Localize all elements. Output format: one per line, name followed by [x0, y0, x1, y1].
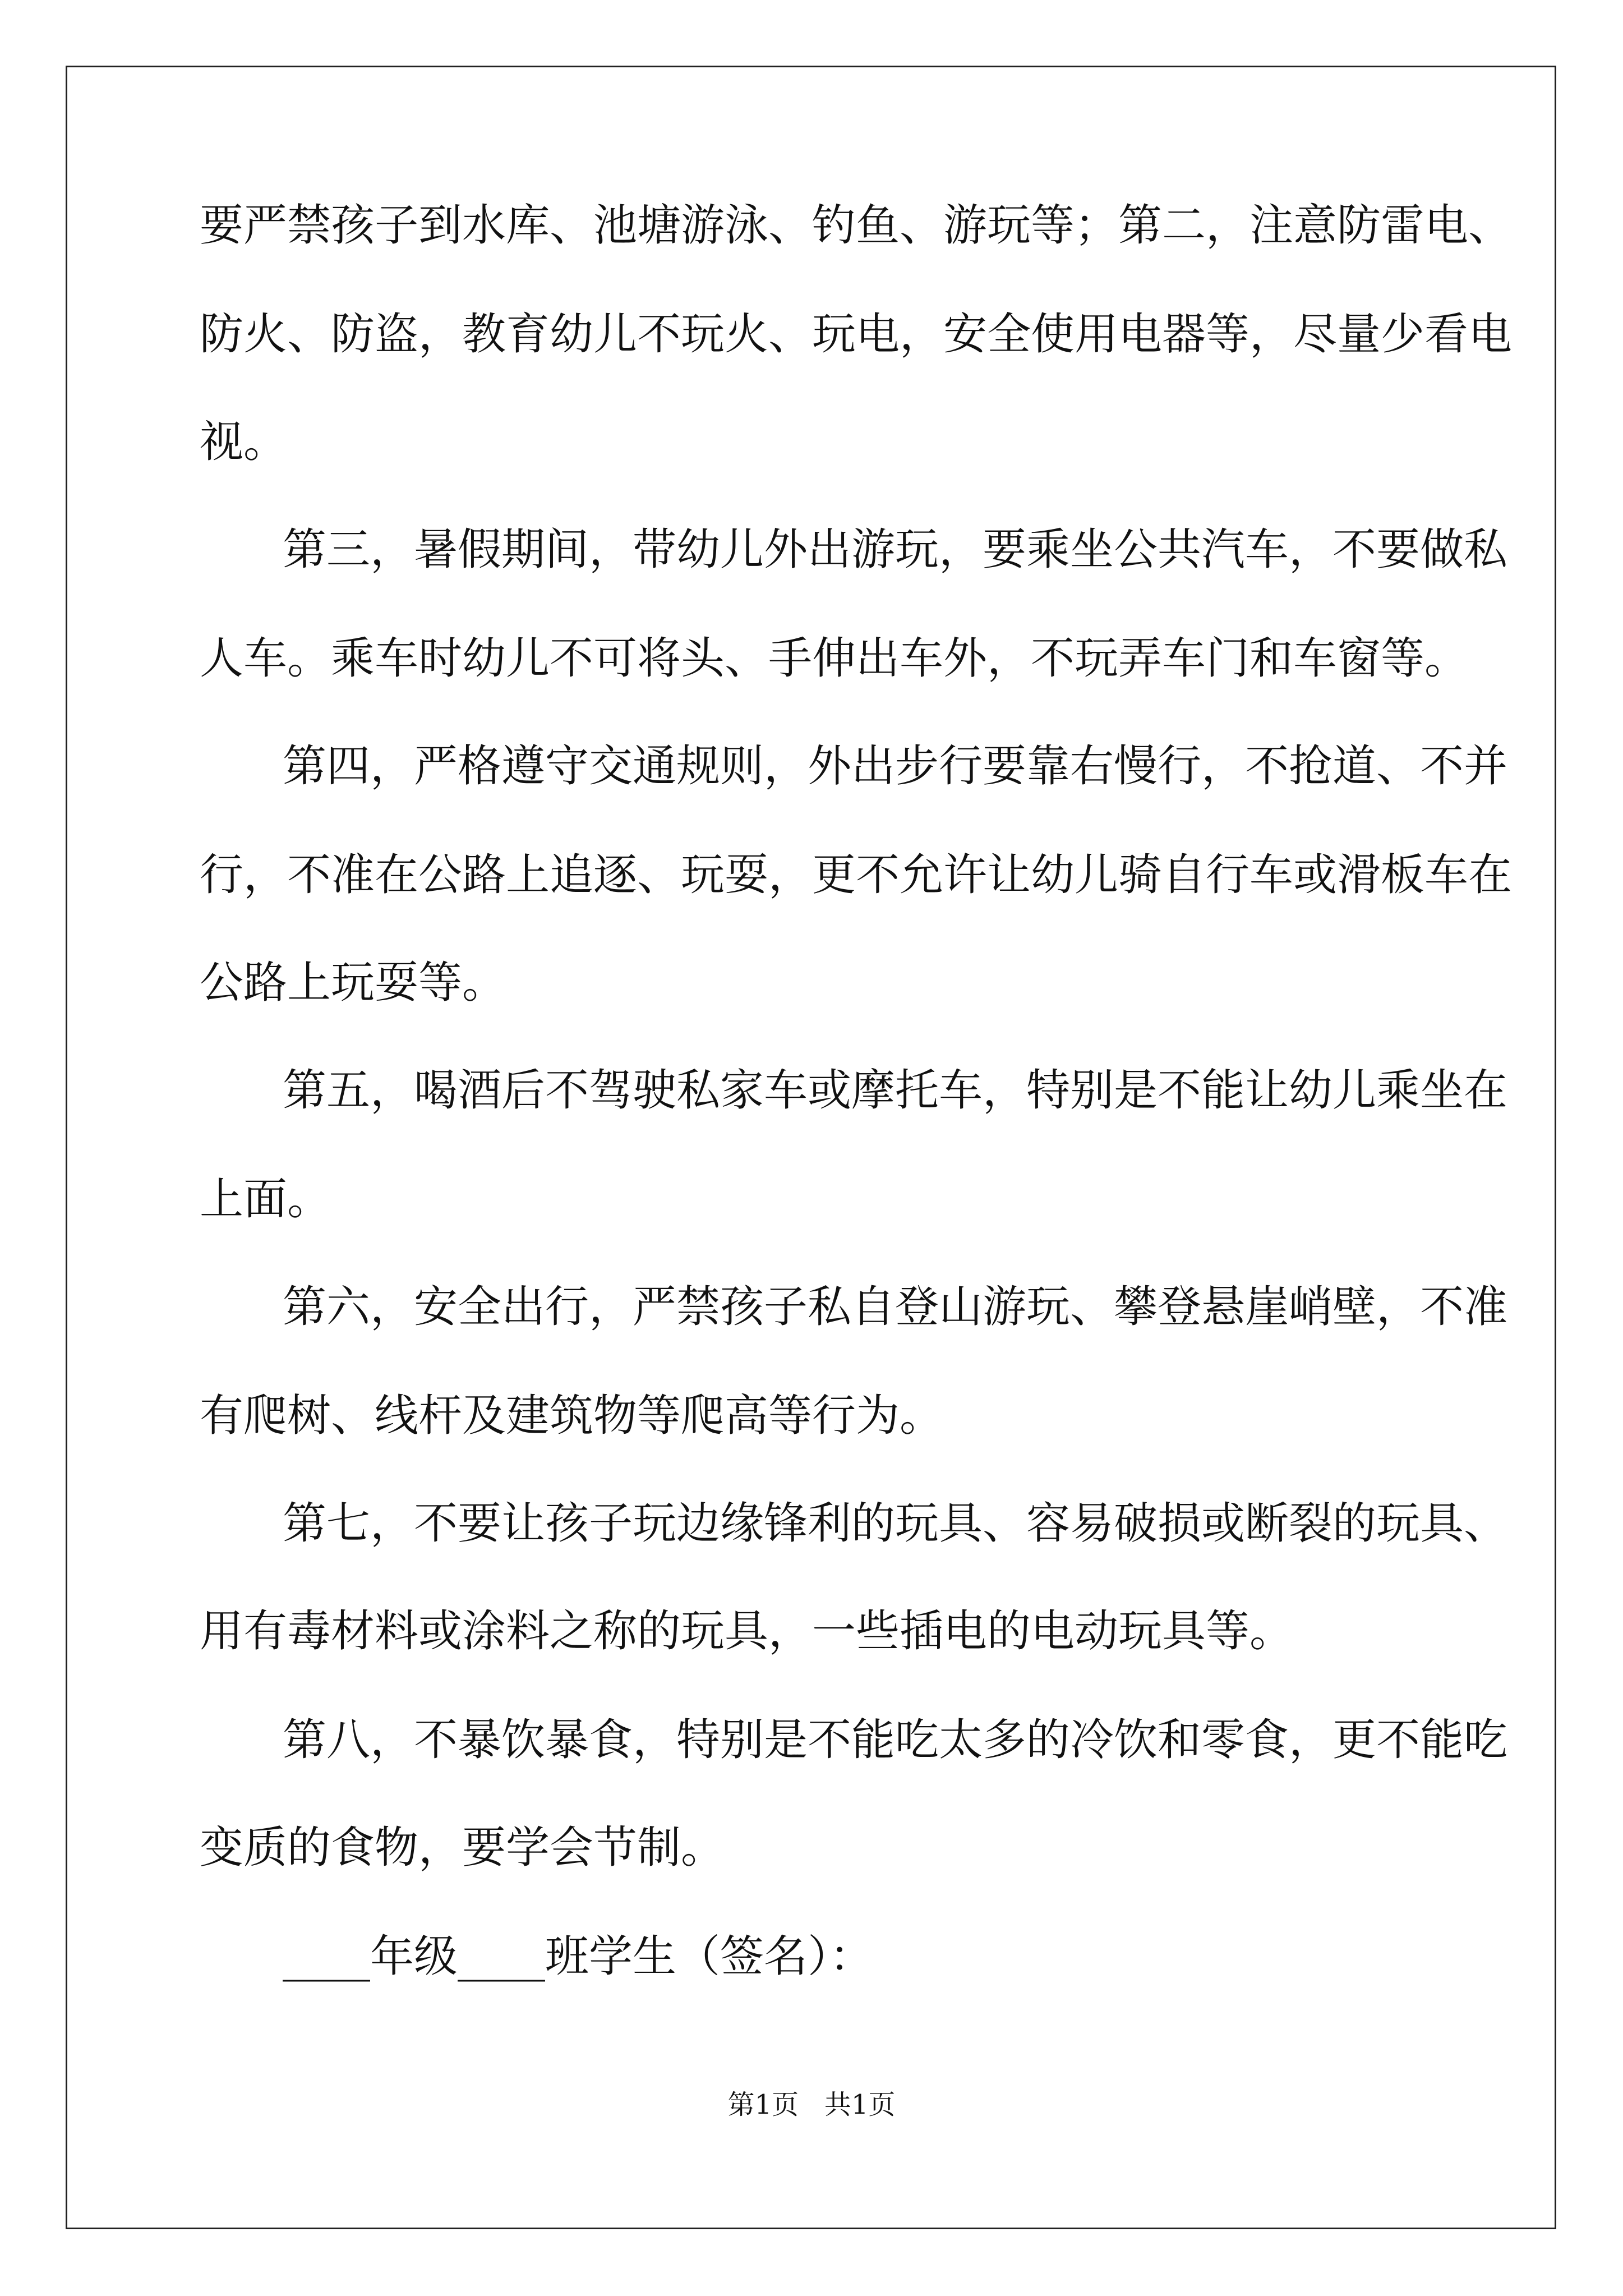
- text-line: 用有毒材料或涂料之称的玩具，一些插电的电动玩具等。: [200, 1606, 1294, 1657]
- text-line: 行，不准在公路上追逐、玩耍，更不允许让幼儿骑自行车或滑板车在: [200, 850, 1513, 900]
- text-line: 人车。乘车时幼儿不可将头、手伸出车外，不玩弄车门和车窗等。: [200, 633, 1469, 684]
- paragraph-first-line: 第四，严格遵守交通规则，外出步行要靠右慢行，不抢道、不并: [283, 741, 1508, 792]
- paragraph-first-line: 第五，喝酒后不驾驶私家车或摩托车，特别是不能让幼儿乘坐在: [283, 1065, 1508, 1116]
- text-line: 要严禁孩子到水库、池塘游泳、钓鱼、游玩等；第二，注意防雷电、: [200, 200, 1513, 251]
- page-number-footer: 第1页 共1页: [727, 2089, 896, 2120]
- paragraph-first-line: 第六，安全出行，严禁孩子私自登山游玩、攀登悬崖峭壁，不准: [283, 1282, 1508, 1332]
- paragraph-first-line: 第三，暑假期间，带幼儿外出游玩，要乘坐公共汽车，不要做私: [283, 524, 1508, 575]
- text-line: 变质的食物，要学会节制。: [200, 1823, 725, 1873]
- page-border: [66, 66, 1556, 2229]
- text-line: 防火、防盗，教育幼儿不玩火、玩电，安全使用电器等，尽量少看电: [200, 309, 1513, 360]
- paragraph-first-line: 第七，不要让孩子玩边缘锋利的玩具、容易破损或断裂的玩具、: [283, 1498, 1508, 1549]
- text-line: 公路上玩耍等。: [200, 958, 506, 1008]
- text-line: 上面。: [200, 1174, 331, 1225]
- paragraph-first-line: 第八，不暴饮暴食，特别是不能吃太多的冷饮和零食，更不能吃: [283, 1715, 1508, 1765]
- signature-line: ____年级____班学生（签名）：: [283, 1931, 874, 1982]
- text-line: 有爬树、线杆及建筑物等爬高等行为。: [200, 1391, 944, 1441]
- text-line: 视。: [200, 417, 288, 467]
